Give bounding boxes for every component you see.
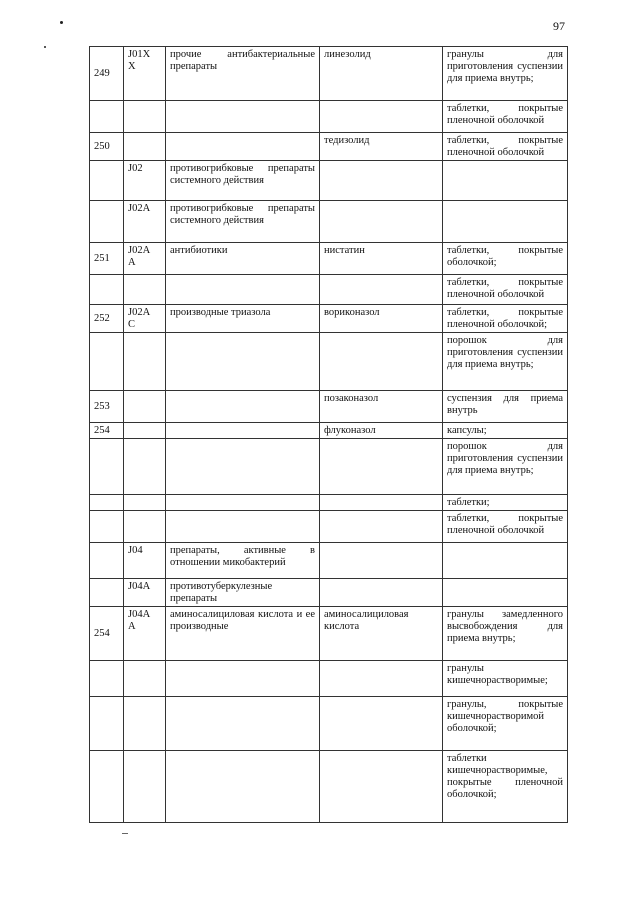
dosage-form-cell [443, 439, 568, 495]
dosage-form-text: суспензия для приема внутрь [447, 393, 563, 416]
row-number-cell [90, 579, 124, 607]
anatomical-therapeutic-group-cell [166, 391, 320, 423]
atc-code-cell [124, 579, 166, 607]
row-number-text: 252 [94, 313, 110, 324]
dosage-form-cell [443, 243, 568, 275]
row-number-cell [90, 243, 124, 275]
row-number-text: 249 [94, 68, 110, 79]
dosage-form-text: таблетки, покрытые пленочной оболочкой [447, 277, 563, 300]
atc-code-cell [124, 439, 166, 495]
table-row [90, 439, 568, 495]
dosage-form-text: порошок для приготовления суспензии для приема внутрь; [447, 441, 563, 476]
drug-name-text: позаконазол [324, 393, 379, 404]
drug-name-text: аминосалициловая кислота [324, 609, 409, 632]
anatomical-therapeutic-group-text: препараты, активные в отношении микобактерий [170, 545, 315, 568]
atc-code-text: J02 [128, 163, 143, 174]
atc-code-cell [124, 751, 166, 823]
atc-code-cell [124, 423, 166, 439]
table-row [90, 543, 568, 579]
atc-code-cell [124, 161, 166, 201]
drug-name-cell [320, 133, 443, 161]
table-row [90, 133, 568, 161]
drug-name-cell [320, 243, 443, 275]
dosage-form-cell [443, 305, 568, 333]
dosage-form-cell [443, 423, 568, 439]
row-number-cell [90, 333, 124, 391]
atc-code-text: J02A [128, 203, 151, 214]
table-row [90, 661, 568, 697]
atc-code-cell [124, 101, 166, 133]
table-row [90, 495, 568, 511]
anatomical-therapeutic-group-cell [166, 333, 320, 391]
anatomical-therapeutic-group-cell [166, 661, 320, 697]
dosage-form-text: гранулы замедленного высвобождения для приема внутрь; [447, 609, 563, 644]
table-row [90, 47, 568, 101]
row-number-cell [90, 439, 124, 495]
atc-code-cell [124, 47, 166, 101]
table-row [90, 423, 568, 439]
dosage-form-text: гранулы кишечнорастворимые; [447, 663, 548, 686]
anatomical-therapeutic-group-cell [166, 47, 320, 101]
dosage-form-cell [443, 543, 568, 579]
row-number-cell [90, 305, 124, 333]
dosage-form-cell [443, 101, 568, 133]
drug-name-cell [320, 201, 443, 243]
anatomical-therapeutic-group-text: аминосалициловая кислота и ее производные [170, 609, 315, 632]
anatomical-therapeutic-group-text: антибиотики [170, 245, 228, 256]
row-number-text: 251 [94, 253, 110, 264]
drug-name-text: тедизолид [324, 135, 370, 146]
table-row [90, 305, 568, 333]
anatomical-therapeutic-group-cell [166, 275, 320, 305]
atc-code-cell [124, 511, 166, 543]
anatomical-therapeutic-group-cell [166, 495, 320, 511]
dosage-form-cell [443, 161, 568, 201]
row-number-cell [90, 47, 124, 101]
row-number-text: 250 [94, 141, 110, 152]
row-number-cell [90, 201, 124, 243]
dosage-form-cell [443, 47, 568, 101]
atc-code-text: J04A [128, 581, 151, 592]
table-row [90, 333, 568, 391]
dosage-form-cell [443, 607, 568, 661]
row-number-cell [90, 275, 124, 305]
anatomical-therapeutic-group-text: противотуберкулезные препараты [170, 581, 273, 604]
atc-code-cell [124, 607, 166, 661]
drug-name-cell [320, 495, 443, 511]
dosage-form-cell [443, 133, 568, 161]
row-number-cell [90, 391, 124, 423]
row-number-cell [90, 101, 124, 133]
dosage-form-cell [443, 495, 568, 511]
row-number-text: 254 [94, 628, 110, 639]
drug-name-cell [320, 275, 443, 305]
dosage-form-cell [443, 661, 568, 697]
anatomical-therapeutic-group-text: противогрибковые препараты системного действия [170, 203, 315, 226]
drug-name-cell [320, 161, 443, 201]
atc-code-cell [124, 133, 166, 161]
dosage-form-text: гранулы, покрытые кишечнорастворимой оболочкой; [447, 699, 563, 734]
dosage-form-text: таблетки; [447, 497, 490, 508]
scan-speck [60, 21, 63, 24]
drug-name-cell [320, 333, 443, 391]
drug-name-cell [320, 697, 443, 751]
scan-speck [44, 46, 46, 48]
drug-name-cell [320, 391, 443, 423]
dosage-form-text: таблетки, покрытые оболочкой; [447, 245, 563, 268]
atc-code-text: J02A C [128, 307, 151, 330]
table-row [90, 275, 568, 305]
dosage-form-text: таблетки, покрытые пленочной оболочкой [447, 513, 563, 536]
table-row [90, 607, 568, 661]
anatomical-therapeutic-group-cell [166, 697, 320, 751]
table-row [90, 751, 568, 823]
dosage-form-text: порошок для приготовления суспензии для приема внутрь; [447, 335, 563, 370]
anatomical-therapeutic-group-cell [166, 751, 320, 823]
dosage-form-text: таблетки кишечнорастворимые, покрытые пленочной оболочкой; [447, 753, 563, 800]
table-row [90, 697, 568, 751]
drug-name-cell [320, 101, 443, 133]
anatomical-therapeutic-group-cell [166, 101, 320, 133]
table-row [90, 579, 568, 607]
table-row [90, 101, 568, 133]
anatomical-therapeutic-group-cell [166, 133, 320, 161]
atc-code-cell [124, 305, 166, 333]
dosage-form-cell [443, 333, 568, 391]
row-number-cell [90, 423, 124, 439]
row-number-cell [90, 495, 124, 511]
drug-name-cell [320, 423, 443, 439]
table-row [90, 201, 568, 243]
row-number-cell [90, 661, 124, 697]
dosage-form-cell [443, 511, 568, 543]
row-number-cell [90, 133, 124, 161]
drug-name-cell [320, 607, 443, 661]
atc-code-cell [124, 495, 166, 511]
drug-list-table [89, 46, 568, 823]
anatomical-therapeutic-group-text: производные триазола [170, 307, 271, 318]
atc-code-text: J04A A [128, 609, 151, 632]
atc-code-cell [124, 243, 166, 275]
row-number-cell [90, 161, 124, 201]
drug-name-cell [320, 751, 443, 823]
dosage-form-cell [443, 751, 568, 823]
anatomical-therapeutic-group-cell [166, 607, 320, 661]
atc-code-cell [124, 661, 166, 697]
drug-name-cell [320, 511, 443, 543]
anatomical-therapeutic-group-cell [166, 439, 320, 495]
drug-list-table-wrapper [89, 46, 567, 823]
dosage-form-text: таблетки, покрытые пленочной оболочкой [447, 135, 563, 158]
drug-name-cell [320, 47, 443, 101]
drug-name-cell [320, 439, 443, 495]
drug-name-cell [320, 305, 443, 333]
anatomical-therapeutic-group-text: прочие антибактериальные препараты [170, 49, 315, 72]
drug-name-text: линезолид [324, 49, 371, 60]
row-number-text: 254 [94, 425, 110, 436]
drug-name-text: вориконазол [324, 307, 380, 318]
atc-code-text: J04 [128, 545, 143, 556]
drug-name-text: флуконазол [324, 425, 376, 436]
anatomical-therapeutic-group-cell [166, 243, 320, 275]
anatomical-therapeutic-group-cell [166, 423, 320, 439]
drug-name-cell [320, 543, 443, 579]
atc-code-cell [124, 697, 166, 751]
anatomical-therapeutic-group-cell [166, 579, 320, 607]
atc-code-cell [124, 543, 166, 579]
dosage-form-text: капсулы; [447, 425, 487, 436]
anatomical-therapeutic-group-cell [166, 543, 320, 579]
dosage-form-cell [443, 391, 568, 423]
row-number-cell [90, 697, 124, 751]
table-row [90, 391, 568, 423]
dosage-form-text: таблетки, покрытые пленочной оболочкой; [447, 307, 563, 330]
drug-name-text: нистатин [324, 245, 365, 256]
anatomical-therapeutic-group-cell [166, 511, 320, 543]
dosage-form-text: таблетки, покрытые пленочной оболочкой [447, 103, 563, 126]
row-number-cell [90, 607, 124, 661]
table-row [90, 243, 568, 275]
dosage-form-cell [443, 275, 568, 305]
drug-name-cell [320, 579, 443, 607]
anatomical-therapeutic-group-text: противогрибковые препараты системного действия [170, 163, 315, 186]
drug-name-cell [320, 661, 443, 697]
anatomical-therapeutic-group-cell [166, 161, 320, 201]
row-number-cell [90, 511, 124, 543]
anatomical-therapeutic-group-cell [166, 201, 320, 243]
atc-code-text: J02A A [128, 245, 151, 268]
atc-code-cell [124, 201, 166, 243]
table-row [90, 161, 568, 201]
atc-code-cell [124, 333, 166, 391]
row-number-cell [90, 751, 124, 823]
atc-code-cell [124, 391, 166, 423]
dosage-form-text: гранулы для приготовления суспензии для приема внутрь; [447, 49, 563, 84]
row-number-text: 253 [94, 401, 110, 412]
row-number-cell [90, 543, 124, 579]
dosage-form-cell [443, 201, 568, 243]
dosage-form-cell [443, 579, 568, 607]
table-row [90, 511, 568, 543]
page-number: 97 [553, 19, 565, 33]
table-body [90, 47, 568, 823]
dosage-form-cell [443, 697, 568, 751]
atc-code-text: J01X X [128, 49, 151, 72]
anatomical-therapeutic-group-cell [166, 305, 320, 333]
atc-code-cell [124, 275, 166, 305]
scan-mark [122, 833, 128, 834]
